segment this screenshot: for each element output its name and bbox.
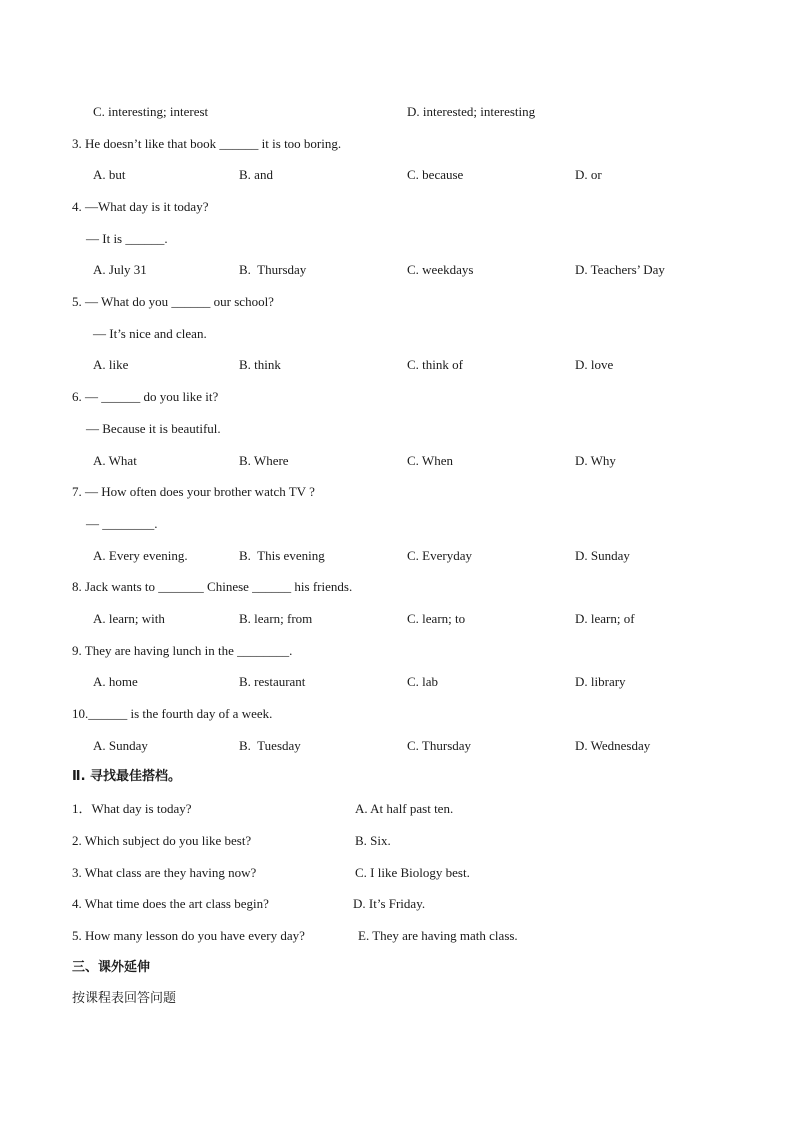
q3-option-c: C. because bbox=[407, 167, 464, 182]
matching-question-4: 4. What time does the art class begin? bbox=[72, 896, 269, 911]
q8-option-a: A. learn; with bbox=[93, 611, 165, 626]
matching-question-2: 2. Which subject do you like best? bbox=[72, 833, 252, 848]
question-6-response: — Because it is beautiful. bbox=[86, 421, 221, 436]
question-9-stem: 9. They are having lunch in the ________. bbox=[72, 643, 293, 658]
q3-option-b: B. and bbox=[239, 167, 273, 182]
matching-question-1: 1．What day is today? bbox=[72, 801, 192, 816]
q6-option-b: B. Where bbox=[239, 453, 289, 468]
matching-answer-d: D. It’s Friday. bbox=[353, 896, 426, 911]
q7-option-b: B. This evening bbox=[239, 548, 325, 563]
question-7-response: — ________. bbox=[86, 516, 158, 531]
q4-option-d: D. Teachers’ Day bbox=[575, 262, 665, 277]
matching-answer-a: A. At half past ten. bbox=[355, 801, 454, 816]
q7-option-d: D. Sunday bbox=[575, 548, 630, 563]
question-6-stem: 6. — ______ do you like it? bbox=[72, 389, 219, 404]
q6-option-d: D. Why bbox=[575, 453, 616, 468]
q4-option-b: B. Thursday bbox=[239, 262, 307, 277]
q4-option-c: C. weekdays bbox=[407, 262, 474, 277]
q5-option-c: C. think of bbox=[407, 357, 463, 372]
q6-option-c: C. When bbox=[407, 453, 453, 468]
matching-answer-c: C. I like Biology best. bbox=[355, 865, 470, 880]
q8-option-d: D. learn; of bbox=[575, 611, 635, 626]
q10-option-c: C. Thursday bbox=[407, 738, 472, 753]
q7-option-a: A. Every evening. bbox=[93, 548, 188, 563]
section-3-instruction: 按课程表回答问题 bbox=[72, 991, 177, 1006]
q2-option-c: C. interesting; interest bbox=[93, 104, 209, 119]
question-7-stem: 7. — How often does your brother watch TV ? bbox=[72, 484, 315, 499]
q10-option-a: A. Sunday bbox=[93, 738, 148, 753]
q8-option-b: B. learn; from bbox=[239, 611, 313, 626]
q9-option-a: A. home bbox=[93, 674, 138, 689]
q8-option-c: C. learn; to bbox=[407, 611, 466, 626]
matching-answer-b: B. Six. bbox=[355, 833, 391, 848]
question-3-stem: 3. He doesn’t like that book ______ it is too boring. bbox=[72, 136, 342, 151]
question-4-response: — It is ______. bbox=[86, 231, 168, 246]
q3-option-d: D. or bbox=[575, 167, 602, 182]
q3-option-a: A. but bbox=[93, 167, 126, 182]
q7-option-c: C. Everyday bbox=[407, 548, 472, 563]
matching-answer-e: E. They are having math class. bbox=[358, 928, 518, 943]
q5-option-a: A. like bbox=[93, 357, 129, 372]
q9-option-d: D. library bbox=[575, 674, 626, 689]
q5-option-b: B. think bbox=[239, 357, 281, 372]
q6-option-a: A. What bbox=[93, 453, 137, 468]
question-4-stem: 4. —What day is it today? bbox=[72, 199, 209, 214]
section-2-heading: Ⅱ. 寻找最佳搭档。 bbox=[72, 769, 182, 784]
question-10-stem: 10.______ is the fourth day of a week. bbox=[72, 706, 273, 721]
question-5-stem: 5. — What do you ______ our school? bbox=[72, 294, 274, 309]
q2-option-d: D. interested; interesting bbox=[407, 104, 536, 119]
question-5-response: — It’s nice and clean. bbox=[93, 326, 207, 341]
q10-option-d: D. Wednesday bbox=[575, 738, 651, 753]
section-3-heading: 三、课外延伸 bbox=[72, 960, 151, 975]
q9-option-c: C. lab bbox=[407, 674, 439, 689]
matching-question-5: 5. How many lesson do you have every day? bbox=[72, 928, 305, 943]
question-8-stem: 8. Jack wants to _______ Chinese ______ his friends. bbox=[72, 579, 353, 594]
q9-option-b: B. restaurant bbox=[239, 674, 306, 689]
q5-option-d: D. love bbox=[575, 357, 614, 372]
q4-option-a: A. July 31 bbox=[93, 262, 147, 277]
q10-option-b: B. Tuesday bbox=[239, 738, 301, 753]
matching-question-3: 3. What class are they having now? bbox=[72, 865, 257, 880]
